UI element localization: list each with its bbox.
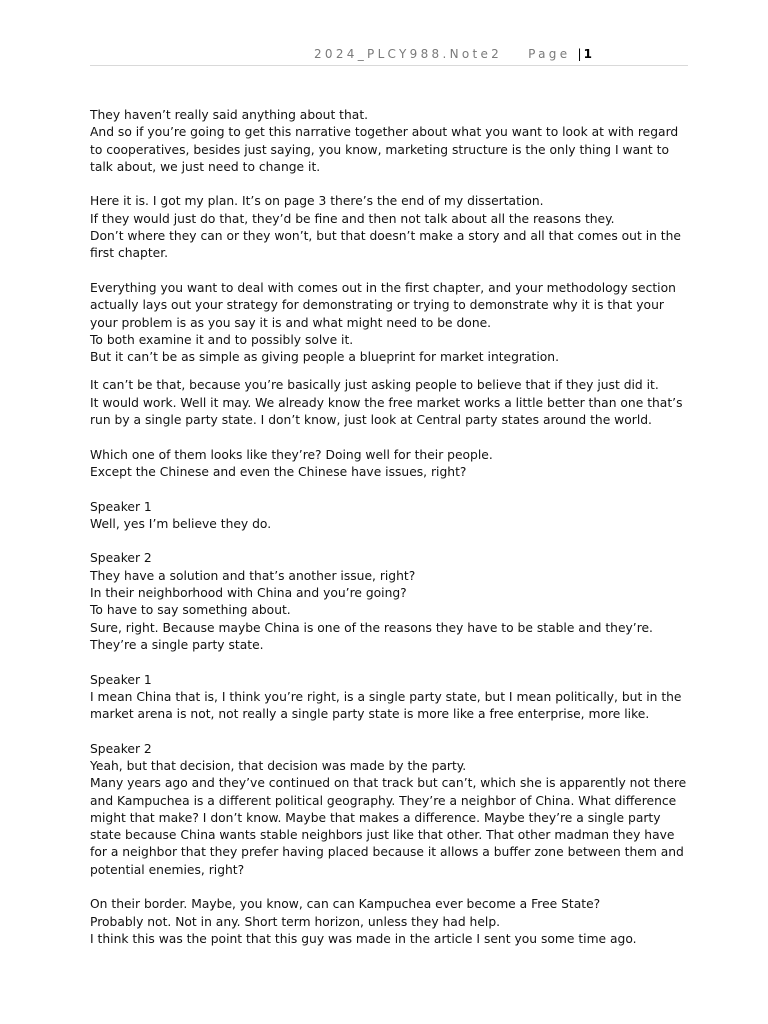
speaker-label: Speaker 1 (90, 672, 152, 687)
text-line: Well, yes I’m believe they do. (90, 516, 272, 531)
text-line: I think this was the point that this guy was made in the article I sent you some time ago. (90, 931, 637, 946)
text-line: Which one of them looks like they’re? Doing well for their people. (90, 447, 493, 462)
paragraph (90, 447, 690, 482)
text-line: In their neighborhood with China and you’re going? (90, 586, 407, 601)
speaker-block (90, 672, 690, 724)
text-line: On their border. Maybe, you know, can can Kampuchea ever become a Free State? (90, 897, 601, 912)
header-separator: | (577, 47, 582, 61)
paragraph (90, 280, 690, 366)
paragraph (90, 896, 690, 948)
speaker-block (90, 741, 690, 879)
paragraph (90, 107, 690, 176)
document-title: 2024_PLCY988.Note2 (314, 47, 503, 61)
text-line: They haven’t really said anything about that. (90, 108, 369, 122)
text-line: To have to say something about. (90, 603, 291, 618)
speaker-block (90, 499, 690, 534)
speaker-block (90, 550, 690, 654)
speaker-label: Speaker 2 (90, 741, 152, 756)
text-line: I mean China that is, I think you’re right, is a single party state, but I mean politically, but in the market arena is not, not really a single party state is more like a free enterprise, more like. (90, 689, 682, 722)
page-label: Page (528, 47, 571, 61)
text-line: Probably not. Not in any. Short term horizon, unless they had help. (90, 914, 501, 929)
text-line: Yeah, but that decision, that decision was made by the party. (90, 758, 467, 773)
text-line: It would work. Well it may. We already know the free market works a little better than one that’s run by a single party state. I don’t know, just look at Central party states around the world. (90, 395, 683, 428)
text-line: Don’t where they can or they won’t, but that doesn’t make a story and all that comes out in the first chapter. (90, 229, 681, 261)
text-line: They’re a single party state. (90, 637, 264, 652)
paragraph (90, 377, 690, 429)
speaker-label: Speaker 1 (90, 499, 152, 514)
text-line: Except the Chinese and even the Chinese have issues, right? (90, 464, 467, 479)
text-line: Many years ago and they’ve continued on that track but can’t, which she is apparently not there and Kampuchea is a different political geography. They’re a neighbor of China. What difference might that make? I don’t know. Maybe that makes a difference. Maybe they’re a single party state because China wants stable neighbors just like that other. That other madman they have for a neighbor that they prefer having placed because it allows a buffer zone between them and potential enemies, right? (90, 776, 687, 877)
header-text (314, 47, 592, 61)
text-line: It can’t be that, because you’re basically just asking people to believe that if they just did it. (90, 378, 659, 393)
text-line: And so if you’re going to get this narrative together about what you want to look at with regard to cooperatives, besides just saying, you know, marketing structure is the only thing I want to talk about, we just need to change it. (90, 125, 679, 174)
speaker-label: Speaker 2 (90, 551, 152, 566)
text-line: But it can’t be as simple as giving people a blueprint for market integration. (90, 350, 559, 365)
page-number: 1 (583, 47, 592, 61)
text-line: They have a solution and that’s another issue, right? (90, 568, 416, 583)
text-line: Here it is. I got my plan. It’s on page 3 there’s the end of my dissertation. (90, 194, 544, 209)
page-header (90, 47, 688, 66)
document-body (90, 107, 690, 966)
text-line: Everything you want to deal with comes out in the first chapter, and your methodology section actually lays out your strategy for demonstrating or trying to demonstrate why it is that your your problem is as you say it is and what might need to be done. (90, 280, 676, 330)
text-line: To both examine it and to possibly solve it. (90, 332, 354, 347)
text-line: Sure, right. Because maybe China is one of the reasons they have to be stable and they’re. (90, 620, 653, 635)
paragraph (90, 193, 690, 262)
text-line: If they would just do that, they’d be fine and then not talk about all the reasons they. (90, 211, 615, 226)
